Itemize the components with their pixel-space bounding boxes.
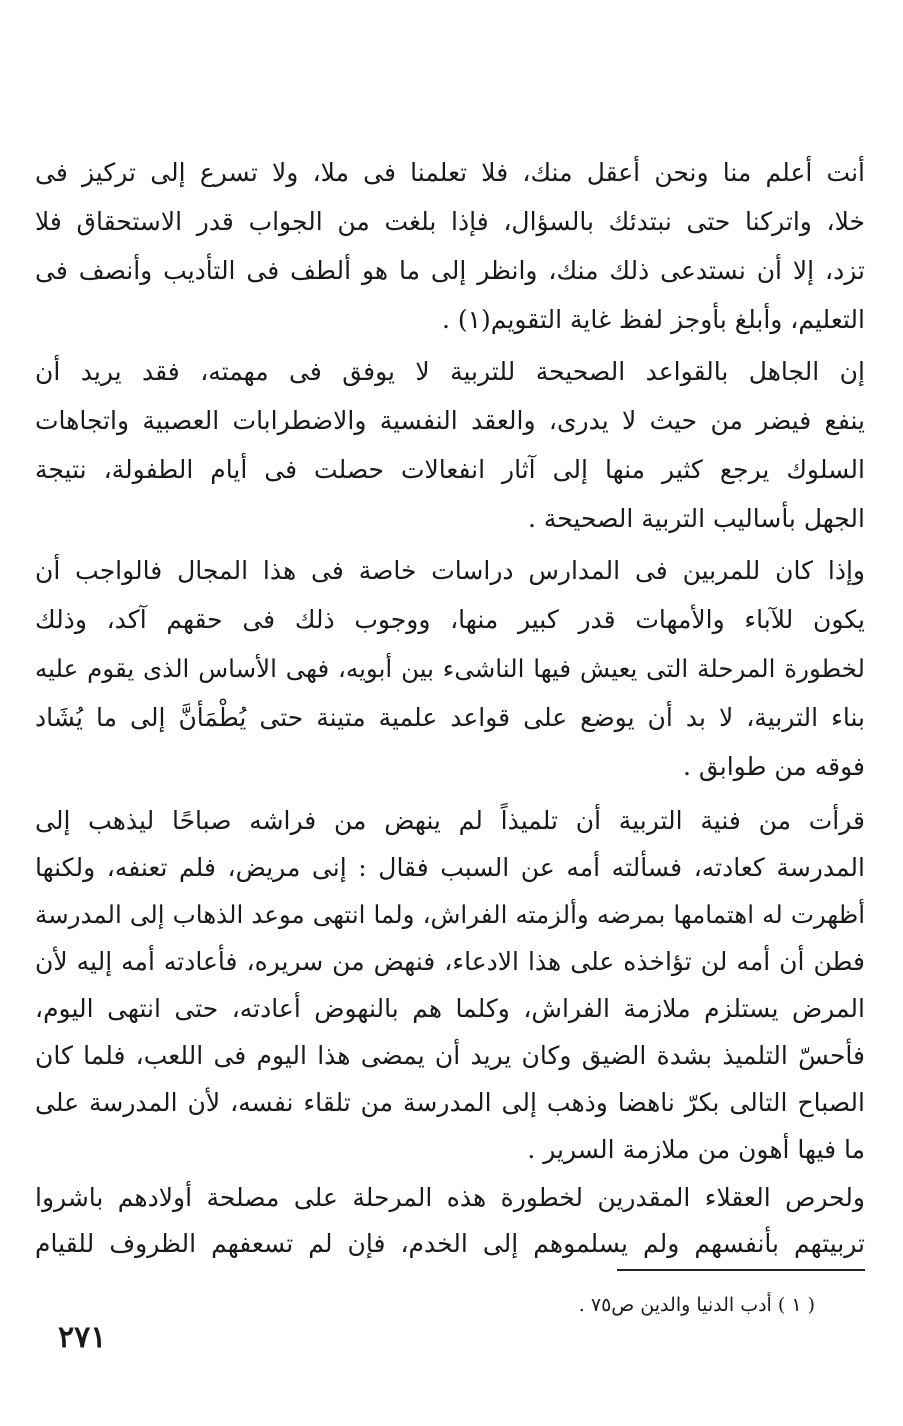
text-line: يكون للآباء والأمهات قدر كبير منها، ووجوب ذلك فى حقهم آكد، وذلك <box>35 605 865 634</box>
text-line: فأحسّ التلميذ بشدة الضيق وكان يريد أن يمضى هذا اليوم فى اللعب، فلما كان <box>35 1041 865 1070</box>
text-line: التعليم، وأبلغ بأوجز لفظ غاية التقويم(١) . <box>441 305 865 334</box>
text-line: إن الجاهل بالقواعد الصحيحة للتربية لا يوفق فى مهمته، فقد يريد أن <box>35 357 865 386</box>
text-line: ما فيها أهون من ملازمة السرير . <box>527 1135 865 1164</box>
text-line: تربيتهم بأنفسهم ولم يسلموهم إلى الخدم، فإن لم تسعفهم الظروف للقيام <box>35 1229 865 1258</box>
text-line: ينفع فيضر من حيث لا يدرى، والعقد النفسية والاضطرابات العصبية واتجاهات <box>35 406 865 435</box>
text-line: المرض يستلزم ملازمة الفراش، وكلما هم بالنهوض أعادته، حتى انتهى اليوم، <box>35 994 865 1023</box>
text-line: السلوك يرجع كثير منها إلى آثار انفعالات حصلت فى أيام الطفولة، نتيجة <box>35 455 865 484</box>
page-number: ٢٧١ <box>58 1320 107 1355</box>
text-line: خلا، واتركنا حتى نبتدئك بالسؤال، فإذا بلغت من الجواب قدر الاستحقاق فلا <box>35 207 865 236</box>
text-line: الجهل بأساليب التربية الصحيحة . <box>527 504 865 533</box>
text-line: أظهرت له اهتمامها بمرضه وألزمته الفراش، ولما انتهى موعد الذهاب إلى المدرسة <box>35 900 865 929</box>
text-line: بناء التربية، لا بد أن يوضع على قواعد علمية متينة حتى يُطْمَأنَّ إلى ما يُشَاد <box>35 703 865 732</box>
text-line: وإذا كان للمربين فى المدارس دراسات خاصة فى هذا المجال فالواجب أن <box>35 556 865 585</box>
text-line: قرأت من فنية التربية أن تلميذاً لم ينهض من فراشه صباحًا ليذهب إلى <box>35 806 865 835</box>
text-line: الصباح التالى بكرّ ناهضا وذهب إلى المدرسة من تلقاء نفسه، لأن المدرسة على <box>35 1088 865 1117</box>
text-line: أنت أعلم منا ونحن أعقل منك، فلا تعلمنا فى ملا، ولا تسرع إلى تركيز فى <box>35 158 865 187</box>
text-line: ولحرص العقلاء المقدرين لخطورة هذه المرحلة على مصلحة أولادهم باشروا <box>35 1183 865 1212</box>
footnote-divider <box>617 1269 865 1271</box>
text-line: المدرسة كعادته، فسألته أمه عن السبب فقال : إنى مريض، فلم تعنفه، ولكنها <box>35 853 865 882</box>
text-line: لخطورة المرحلة التى يعيش فيها الناشىء بين أبويه، فهى الأساس الذى يقوم عليه <box>35 654 865 683</box>
text-line: فطن أن أمه لن تؤاخذه على هذا الادعاء، فنهض من سريره، فأعادته أمه إليه لأن <box>35 947 865 976</box>
footnote: ( ١ ) أدب الدنيا والدين ص٧٥ . <box>578 1294 815 1316</box>
text-line: تزد، إلا أن نستدعى ذلك منك، وانظر إلى ما هو ألطف فى التأديب وأنصف فى <box>35 256 865 285</box>
text-line: فوقه من طوابق . <box>683 752 865 781</box>
